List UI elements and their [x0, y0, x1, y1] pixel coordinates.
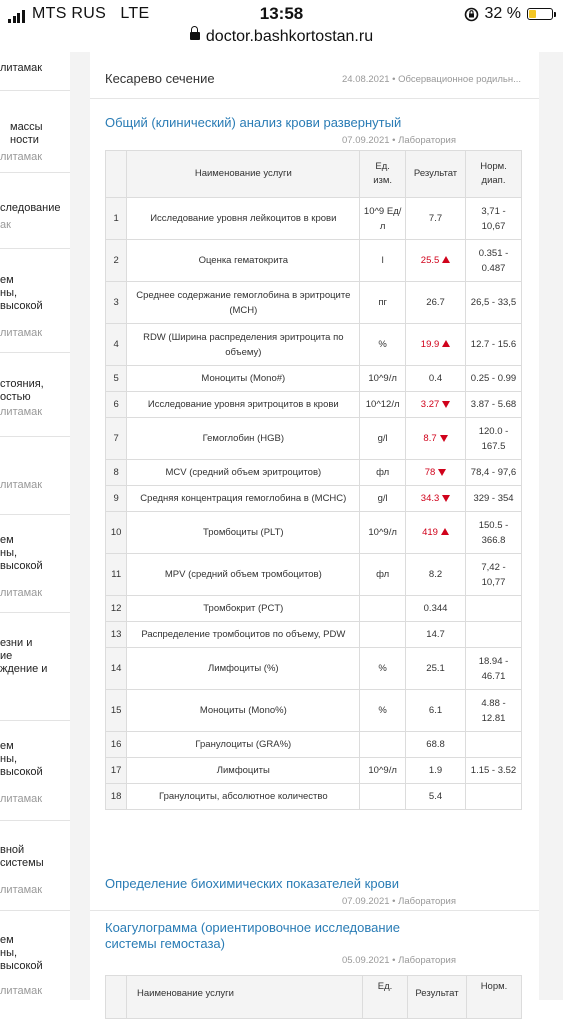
table-header-row — [106, 151, 522, 198]
sidebar-item[interactable] — [0, 534, 70, 600]
row-number: 18 — [106, 784, 127, 810]
sidebar-item[interactable] — [0, 62, 70, 75]
row-number: 8 — [106, 460, 127, 486]
table-header-row — [106, 976, 522, 1019]
section-title[interactable] — [105, 920, 400, 952]
divider — [0, 820, 70, 821]
service-name: Средняя концентрация гемоглобина в (MCHC) — [127, 486, 360, 512]
result-cell — [406, 486, 466, 512]
header-unit-line: изм. — [373, 175, 393, 186]
result-cell — [406, 392, 466, 418]
carrier-name: MTS RUS — [32, 5, 107, 23]
service-name: Оценка гематокрита — [127, 240, 360, 282]
sidebar-item-label: системы — [0, 857, 44, 869]
norm-range — [466, 622, 522, 648]
table-row — [106, 418, 522, 460]
row-number: 14 — [106, 648, 127, 690]
sidebar-item-label: ем — [0, 934, 14, 946]
divider — [0, 436, 70, 437]
sidebar-item-location: литамак — [0, 985, 43, 997]
table-row — [106, 460, 522, 486]
row-number: 2 — [106, 240, 127, 282]
sidebar-item-label: ждение и — [0, 663, 48, 675]
section-meta: 05.09.2021 • Лаборатория — [341, 955, 456, 966]
divider — [90, 98, 539, 99]
service-name: MPV (средний объем тромбоцитов) — [127, 554, 360, 596]
sidebar-item-location: литамак — [0, 587, 43, 599]
result-value: 3.27 — [420, 399, 440, 410]
sidebar-item-location: ак — [0, 219, 11, 231]
coag-table — [105, 975, 522, 1019]
header-name: Наименование услуги — [127, 151, 360, 198]
header-num — [106, 151, 127, 198]
section-title[interactable]: Общий (клинический) анализ крови развернутый — [105, 115, 402, 130]
norm-range: 7,42 - 10,77 — [466, 554, 522, 596]
unit-cell: 10^9/л — [360, 366, 406, 392]
sidebar-item-label: ем — [0, 274, 14, 286]
service-name: Моноциты (Mono#) — [127, 366, 360, 392]
row-number: 15 — [106, 690, 127, 732]
arrow-up-icon — [442, 256, 450, 263]
arrow-down-icon — [442, 401, 450, 408]
sidebar-item-location: литамак — [0, 406, 43, 418]
network-type: LTE — [120, 5, 150, 23]
sidebar-item-label: высокой — [0, 560, 43, 572]
sidebar-item-location: литамак — [0, 327, 43, 339]
result-cell — [406, 418, 466, 460]
clock: 13:58 — [259, 4, 304, 23]
sidebar-item-label: езни и — [0, 637, 33, 649]
result-value: 25.1 — [426, 663, 445, 674]
result-value: 34.3 — [420, 493, 440, 504]
divider — [0, 910, 70, 911]
result-value: 8.7 — [423, 433, 437, 444]
norm-range: 0.351 - 0.487 — [466, 240, 522, 282]
result-cell — [406, 690, 466, 732]
service-name: Тромбоциты (PLT) — [127, 512, 360, 554]
norm-range: 78,4 - 97,6 — [466, 460, 522, 486]
sidebar-item[interactable] — [0, 121, 70, 164]
unit-cell: % — [360, 324, 406, 366]
service-name: Лимфоциты — [127, 758, 360, 784]
result-value: 25.5 — [420, 255, 440, 266]
result-value: 19.9 — [420, 339, 440, 350]
result-value: 78 — [424, 467, 436, 478]
sidebar-item[interactable] — [0, 479, 70, 492]
unit-cell: фл — [360, 460, 406, 486]
divider — [0, 248, 70, 249]
result-cell — [406, 240, 466, 282]
sidebar-item-label: высокой — [0, 300, 43, 312]
table-row — [106, 732, 522, 758]
norm-range: 1.15 - 3.52 — [466, 758, 522, 784]
result-cell — [406, 460, 466, 486]
sidebar-item-label: ны, — [0, 753, 18, 765]
divider — [0, 612, 70, 613]
norm-range: 329 - 354 — [466, 486, 522, 512]
result-value: 0.344 — [423, 603, 448, 614]
norm-range: 18.94 - 46.71 — [466, 648, 522, 690]
arrow-up-icon — [441, 528, 449, 535]
unit-cell — [360, 784, 406, 810]
row-number: 17 — [106, 758, 127, 784]
unit-cell — [360, 596, 406, 622]
sidebar-item-location: литамак — [0, 793, 43, 805]
norm-range: 150.5 - 366.8 — [466, 512, 522, 554]
result-cell — [406, 758, 466, 784]
service-name: Гранулоциты, абсолютное количество — [127, 784, 360, 810]
sidebar-item-label: ны, — [0, 287, 18, 299]
header-unit-line: Ед. — [375, 161, 390, 172]
norm-range: 3.87 - 5.68 — [466, 392, 522, 418]
result-cell — [406, 198, 466, 240]
divider — [0, 172, 70, 173]
unit-cell: 10^9/л — [360, 512, 406, 554]
sidebar-item[interactable] — [0, 378, 70, 419]
case-meta: 24.08.2021 • Обсервационное родильн... — [341, 74, 521, 85]
header-norm — [466, 151, 522, 198]
table-row — [106, 240, 522, 282]
norm-range: 26,5 - 33,5 — [466, 282, 522, 324]
table-row — [106, 512, 522, 554]
table-row — [106, 198, 522, 240]
service-name: Распределение тромбоцитов по объему, PDW — [127, 622, 360, 648]
unit-cell: 10^12/л — [360, 392, 406, 418]
table-row — [106, 486, 522, 512]
sidebar-item-label: массы — [10, 121, 43, 133]
section-title-line: системы гемостаза) — [105, 936, 225, 951]
norm-range: 4.88 - 12.81 — [466, 690, 522, 732]
sidebar-item[interactable] — [0, 934, 70, 998]
unit-cell: l — [360, 240, 406, 282]
row-number: 1 — [106, 198, 127, 240]
results-table — [105, 150, 522, 810]
norm-range: 3,71 - 10,67 — [466, 198, 522, 240]
section-meta: 07.09.2021 • Лаборатория — [341, 896, 456, 907]
service-name: Исследование уровня эритроцитов в крови — [127, 392, 360, 418]
row-number: 16 — [106, 732, 127, 758]
url-bar[interactable] — [0, 28, 563, 50]
result-cell — [406, 366, 466, 392]
row-number: 4 — [106, 324, 127, 366]
sidebar-item-label: ем — [0, 740, 14, 752]
service-name: Гемоглобин (HGB) — [127, 418, 360, 460]
sidebar-item[interactable] — [0, 274, 70, 340]
row-number: 13 — [106, 622, 127, 648]
result-value: 14.7 — [426, 629, 445, 640]
table-row — [106, 648, 522, 690]
row-number: 12 — [106, 596, 127, 622]
header-result: Результат — [406, 151, 466, 198]
table-row — [106, 282, 522, 324]
result-cell — [406, 596, 466, 622]
norm-range — [466, 732, 522, 758]
sidebar-item-label: высокой — [0, 766, 43, 778]
result-cell — [406, 282, 466, 324]
battery-icon — [527, 8, 553, 20]
unit-cell: g/l — [360, 486, 406, 512]
service-name: Исследование уровня лейкоцитов в крови — [127, 198, 360, 240]
table-row — [106, 324, 522, 366]
section-title[interactable]: Определение биохимических показателей крови — [105, 876, 399, 891]
sidebar-item-location: литамак — [0, 151, 43, 163]
result-cell — [406, 324, 466, 366]
sidebar-item[interactable] — [0, 637, 70, 676]
result-cell — [406, 732, 466, 758]
result-value: 0.4 — [428, 373, 443, 384]
row-number: 7 — [106, 418, 127, 460]
result-value: 68.8 — [426, 739, 445, 750]
arrow-up-icon — [442, 340, 450, 347]
row-number: 11 — [106, 554, 127, 596]
result-value: 6.1 — [428, 705, 443, 716]
unit-cell: % — [360, 648, 406, 690]
sidebar — [0, 52, 70, 1000]
section-title-line: Коагулограмма (ориентировочное исследование — [105, 920, 401, 935]
norm-range: 0.25 - 0.99 — [466, 366, 522, 392]
sidebar-item-label: следование — [0, 202, 61, 214]
result-value: 7.7 — [428, 213, 443, 224]
divider — [0, 514, 70, 515]
table-row — [106, 392, 522, 418]
result-value: 8.2 — [428, 569, 443, 580]
divider — [0, 352, 70, 353]
divider — [0, 720, 70, 721]
row-number: 3 — [106, 282, 127, 324]
header-norm: Норм. — [467, 976, 522, 1019]
result-value: 1.9 — [428, 765, 443, 776]
sidebar-item-label: остью — [0, 391, 31, 403]
norm-range: 120.0 - 167.5 — [466, 418, 522, 460]
service-name: MCV (средний объем эритроцитов) — [127, 460, 360, 486]
result-cell — [406, 554, 466, 596]
sidebar-item-location: литамак — [0, 479, 43, 491]
arrow-down-icon — [442, 495, 450, 502]
table-row — [106, 622, 522, 648]
table-row — [106, 758, 522, 784]
table-row — [106, 596, 522, 622]
header-result: Результат — [408, 976, 467, 1019]
service-name: Лимфоциты (%) — [127, 648, 360, 690]
table-row — [106, 554, 522, 596]
header-num — [106, 976, 127, 1019]
header-norm-line: диап. — [481, 175, 506, 186]
sidebar-item[interactable] — [0, 202, 70, 232]
lock-icon — [190, 32, 200, 40]
table-row — [106, 366, 522, 392]
row-number: 6 — [106, 392, 127, 418]
service-name: Среднее содержание гемоглобина в эритроците (МСН) — [127, 282, 360, 324]
sidebar-item-location: литамак — [0, 884, 43, 896]
row-number: 10 — [106, 512, 127, 554]
battery-percent: 32 % — [484, 5, 521, 22]
result-cell — [406, 622, 466, 648]
table-row — [106, 690, 522, 732]
arrow-down-icon — [438, 469, 446, 476]
service-name: Моноциты (Mono%) — [127, 690, 360, 732]
result-value: 419 — [422, 527, 438, 538]
unit-cell: 10^9 Ед/л — [360, 198, 406, 240]
sidebar-item-label: высокой — [0, 960, 43, 972]
header-norm-line: Норм. — [480, 161, 507, 172]
sidebar-item[interactable] — [0, 844, 70, 897]
unit-cell: % — [360, 690, 406, 732]
unit-cell: пг — [360, 282, 406, 324]
header-unit — [360, 151, 406, 198]
status-bar — [0, 0, 563, 28]
unit-cell: фл — [360, 554, 406, 596]
orientation-lock-icon — [464, 7, 479, 22]
sidebar-item-label: вной — [0, 844, 25, 856]
sidebar-item[interactable] — [0, 740, 70, 806]
row-number: 9 — [106, 486, 127, 512]
status-right — [464, 5, 553, 23]
unit-cell: 10^9/л — [360, 758, 406, 784]
divider — [0, 90, 70, 91]
header-unit: Ед. — [363, 976, 408, 1019]
service-name: Гранулоциты (GRA%) — [127, 732, 360, 758]
row-number: 5 — [106, 366, 127, 392]
sidebar-item-label: стояния, — [0, 378, 44, 390]
sidebar-item-label: ности — [10, 134, 39, 146]
sidebar-item-label: ны, — [0, 547, 18, 559]
unit-cell: g/l — [360, 418, 406, 460]
service-name: Тромбокрит (PCT) — [127, 596, 360, 622]
case-title[interactable]: Кесарево сечение — [105, 71, 215, 86]
unit-cell — [360, 622, 406, 648]
unit-cell — [360, 732, 406, 758]
result-cell — [406, 784, 466, 810]
norm-range — [466, 784, 522, 810]
arrow-down-icon — [440, 435, 448, 442]
norm-range — [466, 596, 522, 622]
section-meta: 07.09.2021 • Лаборатория — [341, 135, 456, 146]
result-cell — [406, 648, 466, 690]
sidebar-item-label: ны, — [0, 947, 18, 959]
table-row — [106, 784, 522, 810]
service-name: RDW (Ширина распределения эритроцита по объему) — [127, 324, 360, 366]
sidebar-item-label: ем — [0, 534, 14, 546]
norm-range: 12.7 - 15.6 — [466, 324, 522, 366]
header-name: Наименование услуги — [127, 976, 363, 1019]
sidebar-item-label: ие — [0, 650, 13, 662]
result-value: 5.4 — [428, 791, 443, 802]
divider — [90, 910, 539, 911]
url-domain[interactable]: doctor.bashkortostan.ru — [205, 28, 374, 45]
result-value: 26.7 — [426, 297, 445, 308]
result-cell — [406, 512, 466, 554]
sidebar-item-location: литамак — [0, 62, 43, 74]
